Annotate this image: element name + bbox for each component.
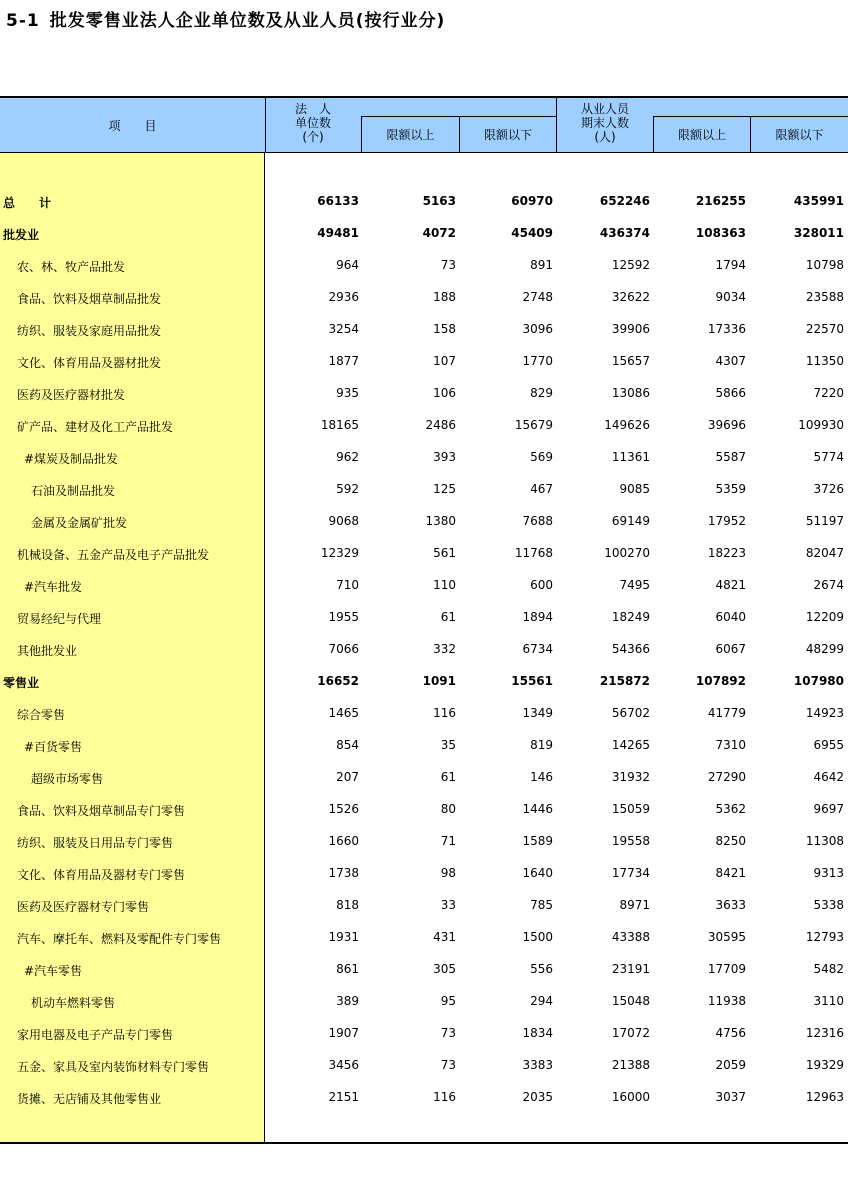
- table-cell: 1349: [522, 706, 553, 720]
- table-cell: 110: [433, 578, 456, 592]
- header-divider: [653, 116, 654, 153]
- row-label: 批发业: [3, 228, 40, 242]
- table-cell: 14265: [611, 738, 650, 752]
- table-row: [0, 441, 848, 473]
- table-cell: 66133: [317, 194, 359, 208]
- table-row: [0, 185, 848, 217]
- table-cell: 39696: [707, 418, 746, 432]
- table-cell: 116: [433, 1090, 456, 1104]
- table-cell: 7310: [715, 738, 746, 752]
- table-body: [0, 185, 848, 1113]
- table-cell: 305: [433, 962, 456, 976]
- table-cell: 5866: [715, 386, 746, 400]
- table-cell: 4072: [422, 226, 456, 240]
- table-cell: 561: [433, 546, 456, 560]
- table-cell: 7066: [328, 642, 359, 656]
- header-units: [265, 102, 361, 144]
- table-cell: 569: [530, 450, 553, 464]
- table-cell: 21388: [611, 1058, 650, 1072]
- table-cell: 9068: [328, 514, 359, 528]
- table-cell: 31932: [611, 770, 650, 784]
- header-emp-line1: 从业人员: [580, 102, 629, 116]
- row-label: 汽车、摩托车、燃料及零配件专门零售: [17, 932, 222, 946]
- table-cell: 18223: [707, 546, 746, 560]
- table-cell: 6040: [715, 610, 746, 624]
- table-cell: 1091: [422, 674, 456, 688]
- table-cell: 3383: [522, 1058, 553, 1072]
- table-cell: 18165: [320, 418, 359, 432]
- table-cell: 22570: [805, 322, 844, 336]
- table-cell: 1794: [715, 258, 746, 272]
- table-cell: 17709: [707, 962, 746, 976]
- table-row: [0, 1081, 848, 1113]
- row-label: 农、林、牧产品批发: [17, 260, 126, 274]
- row-label: 贸易经纪与代理: [17, 612, 102, 626]
- table-cell: 11938: [707, 994, 746, 1008]
- table-cell: 107: [433, 354, 456, 368]
- table-cell: 17734: [611, 866, 650, 880]
- table-cell: 1380: [425, 514, 456, 528]
- table-cell: 56702: [611, 706, 650, 720]
- table-cell: 188: [433, 290, 456, 304]
- header-emp-below: 限额以下: [775, 128, 824, 142]
- table-cell: 600: [530, 578, 553, 592]
- table-cell: 819: [530, 738, 553, 752]
- table-cell: 3254: [328, 322, 359, 336]
- table-cell: 27290: [707, 770, 746, 784]
- table-cell: 19329: [805, 1058, 844, 1072]
- table-cell: 71: [440, 834, 456, 848]
- table-cell: 35: [440, 738, 456, 752]
- table-cell: 15657: [611, 354, 650, 368]
- table-cell: 45409: [511, 226, 553, 240]
- table-cell: 1660: [328, 834, 359, 848]
- table-cell: 1526: [328, 802, 359, 816]
- row-label: 综合零售: [17, 708, 66, 722]
- header-subline: [361, 116, 556, 117]
- table-cell: 4642: [813, 770, 844, 784]
- table-row: [0, 505, 848, 537]
- table-cell: 60970: [511, 194, 553, 208]
- table-cell: 332: [433, 642, 456, 656]
- table-cell: 17952: [707, 514, 746, 528]
- table-row: [0, 1017, 848, 1049]
- row-label: 五金、家具及室内装饰材料专门零售: [17, 1060, 210, 1074]
- table-cell: 5163: [422, 194, 456, 208]
- table-number: 5-1: [6, 11, 40, 31]
- table-cell: 8250: [715, 834, 746, 848]
- table-cell: 829: [530, 386, 553, 400]
- table-cell: 12963: [805, 1090, 844, 1104]
- table-cell: 146: [530, 770, 553, 784]
- table-cell: 23588: [805, 290, 844, 304]
- table-row: [0, 953, 848, 985]
- page-title: [6, 6, 445, 31]
- table-cell: 48299: [805, 642, 844, 656]
- row-label: 机动车燃料零售: [31, 996, 116, 1010]
- header-divider: [265, 98, 266, 153]
- table-cell: 1640: [522, 866, 553, 880]
- table-cell: 23191: [611, 962, 650, 976]
- table-row: [0, 249, 848, 281]
- table-cell: 11350: [805, 354, 844, 368]
- table-cell: 1446: [522, 802, 553, 816]
- table-cell: 1877: [328, 354, 359, 368]
- table-cell: 15048: [611, 994, 650, 1008]
- table-cell: 16652: [317, 674, 359, 688]
- row-label: 零售业: [3, 676, 40, 690]
- row-label: 医药及医疗器材批发: [17, 388, 126, 402]
- table-cell: 2151: [328, 1090, 359, 1104]
- table-cell: 12316: [805, 1026, 844, 1040]
- table-cell: 6734: [522, 642, 553, 656]
- header-divider: [556, 98, 557, 153]
- table-cell: 207: [336, 770, 359, 784]
- table-row: [0, 377, 848, 409]
- table-cell: 13086: [611, 386, 650, 400]
- table-row: [0, 601, 848, 633]
- table-row: [0, 921, 848, 953]
- table-cell: 9313: [813, 866, 844, 880]
- table-cell: 61: [440, 610, 456, 624]
- row-label: #煤炭及制品批发: [24, 452, 119, 466]
- table-cell: 95: [440, 994, 456, 1008]
- table-cell: 125: [433, 482, 456, 496]
- table-cell: 8421: [715, 866, 746, 880]
- table-cell: 294: [530, 994, 553, 1008]
- table-cell: 15059: [611, 802, 650, 816]
- header-emp-line2: 期末人数: [580, 116, 629, 130]
- table-cell: 51197: [805, 514, 844, 528]
- table-cell: 17336: [707, 322, 746, 336]
- table-title: 批发零售业法人企业单位数及从业人员(按行业分): [49, 11, 446, 31]
- table-cell: 98: [440, 866, 456, 880]
- table-cell: 1907: [328, 1026, 359, 1040]
- table-cell: 107892: [695, 674, 746, 688]
- header-emp-line3: (人): [594, 130, 616, 144]
- header-units-below: 限额以下: [483, 128, 532, 142]
- table-cell: 3096: [522, 322, 553, 336]
- table-cell: 1738: [328, 866, 359, 880]
- header-divider: [750, 116, 751, 153]
- table-cell: 14923: [805, 706, 844, 720]
- table-cell: 3037: [715, 1090, 746, 1104]
- table-cell: 652246: [599, 194, 650, 208]
- table-cell: 11361: [611, 450, 650, 464]
- table-cell: 3633: [715, 898, 746, 912]
- row-label: 纺织、服装及日用品专门零售: [17, 836, 174, 850]
- table-cell: 389: [336, 994, 359, 1008]
- row-label: 其他批发业: [17, 644, 78, 658]
- table-cell: 431: [433, 930, 456, 944]
- table-cell: 32622: [611, 290, 650, 304]
- header-emp-above: 限额以上: [677, 128, 726, 142]
- table-row: [0, 473, 848, 505]
- table-cell: 9697: [813, 802, 844, 816]
- table-cell: 17072: [611, 1026, 650, 1040]
- row-label: #汽车零售: [24, 964, 83, 978]
- table-cell: 4307: [715, 354, 746, 368]
- table-row: [0, 313, 848, 345]
- header-units-line2: 单位数: [294, 116, 331, 130]
- table-cell: 1770: [522, 354, 553, 368]
- table-row: [0, 409, 848, 441]
- table-cell: 116: [433, 706, 456, 720]
- table-cell: 12329: [320, 546, 359, 560]
- table-cell: 6067: [715, 642, 746, 656]
- table-cell: 1589: [522, 834, 553, 848]
- table-cell: 854: [336, 738, 359, 752]
- table-cell: 5774: [813, 450, 844, 464]
- table-cell: 109930: [798, 418, 844, 432]
- table-cell: 149626: [604, 418, 650, 432]
- header-subline: [653, 116, 848, 117]
- table-cell: 5359: [715, 482, 746, 496]
- table-cell: 11768: [514, 546, 553, 560]
- header-item: 项 目: [108, 119, 157, 133]
- row-label: 纺织、服装及家庭用品批发: [17, 324, 162, 338]
- row-label: 金属及金属矿批发: [31, 516, 128, 530]
- table-cell: 7220: [813, 386, 844, 400]
- table-cell: 2486: [425, 418, 456, 432]
- table-cell: 9034: [715, 290, 746, 304]
- table-cell: 393: [433, 450, 456, 464]
- table-row: [0, 217, 848, 249]
- table-row: [0, 761, 848, 793]
- row-label: 货摊、无店铺及其他零售业: [17, 1092, 162, 1106]
- table-cell: 592: [336, 482, 359, 496]
- header-divider: [361, 116, 362, 153]
- table-cell: 861: [336, 962, 359, 976]
- table-cell: 215872: [599, 674, 650, 688]
- row-label: 食品、饮料及烟草制品专门零售: [17, 804, 186, 818]
- table-cell: 11308: [805, 834, 844, 848]
- table-cell: 4821: [715, 578, 746, 592]
- table-cell: 3110: [813, 994, 844, 1008]
- table-cell: 12592: [611, 258, 650, 272]
- table-cell: 891: [530, 258, 553, 272]
- table-cell: 818: [336, 898, 359, 912]
- table-row: [0, 857, 848, 889]
- table-cell: 158: [433, 322, 456, 336]
- table-row: [0, 537, 848, 569]
- row-label: 石油及制品批发: [31, 484, 116, 498]
- table-cell: 3726: [813, 482, 844, 496]
- table-cell: 108363: [695, 226, 746, 240]
- row-label: 文化、体育用品及器材专门零售: [17, 868, 186, 882]
- table-cell: 16000: [611, 1090, 650, 1104]
- table-cell: 73: [440, 1026, 456, 1040]
- table-cell: 435991: [793, 194, 844, 208]
- table-row: [0, 825, 848, 857]
- table-cell: 39906: [611, 322, 650, 336]
- table-cell: 2674: [813, 578, 844, 592]
- table-row: [0, 281, 848, 313]
- table-cell: 5362: [715, 802, 746, 816]
- row-label: 家用电器及电子产品专门零售: [17, 1028, 174, 1042]
- table-cell: 785: [530, 898, 553, 912]
- table-cell: 962: [336, 450, 359, 464]
- table-bottom-border: [0, 1142, 848, 1144]
- table-cell: 2059: [715, 1058, 746, 1072]
- table-cell: 49481: [317, 226, 359, 240]
- table-cell: 41779: [707, 706, 746, 720]
- header-units-above: 限额以上: [386, 128, 435, 142]
- table-row: [0, 985, 848, 1017]
- table-cell: 1500: [522, 930, 553, 944]
- table-cell: 54366: [611, 642, 650, 656]
- table-cell: 7495: [619, 578, 650, 592]
- table-cell: 2936: [328, 290, 359, 304]
- table-cell: 15561: [511, 674, 553, 688]
- table-cell: 5587: [715, 450, 746, 464]
- table-row: [0, 729, 848, 761]
- table-cell: 710: [336, 578, 359, 592]
- table-cell: 7688: [522, 514, 553, 528]
- table-row: [0, 569, 848, 601]
- table-cell: 30595: [707, 930, 746, 944]
- table-cell: 12793: [805, 930, 844, 944]
- header-employees: [557, 102, 653, 144]
- table-cell: 73: [440, 1058, 456, 1072]
- table-row: [0, 665, 848, 697]
- table-cell: 106: [433, 386, 456, 400]
- table-cell: 69149: [611, 514, 650, 528]
- table-cell: 2748: [522, 290, 553, 304]
- table-cell: 33: [440, 898, 456, 912]
- table-cell: 73: [440, 258, 456, 272]
- row-label: 超级市场零售: [31, 772, 104, 786]
- table-cell: 1834: [522, 1026, 553, 1040]
- table-cell: 15679: [514, 418, 553, 432]
- table-cell: 3456: [328, 1058, 359, 1072]
- table-cell: 43388: [611, 930, 650, 944]
- table-cell: 467: [530, 482, 553, 496]
- table-cell: 9085: [619, 482, 650, 496]
- table-cell: 5482: [813, 962, 844, 976]
- table-cell: 10798: [805, 258, 844, 272]
- table-cell: 5338: [813, 898, 844, 912]
- table-header: [0, 96, 848, 153]
- header-units-line1: 法 人: [294, 102, 331, 116]
- table-cell: 12209: [805, 610, 844, 624]
- table-cell: 18249: [611, 610, 650, 624]
- header-divider: [459, 116, 460, 153]
- row-label: 矿产品、建材及化工产品批发: [17, 420, 174, 434]
- row-label: 机械设备、五金产品及电子产品批发: [17, 548, 210, 562]
- table-cell: 2035: [522, 1090, 553, 1104]
- table-cell: 4756: [715, 1026, 746, 1040]
- table-cell: 61: [440, 770, 456, 784]
- table-cell: 19558: [611, 834, 650, 848]
- table-row: [0, 889, 848, 921]
- table-cell: 80: [440, 802, 456, 816]
- table-cell: 8971: [619, 898, 650, 912]
- row-label: 总 计: [3, 196, 52, 210]
- table-row: [0, 793, 848, 825]
- table-cell: 6955: [813, 738, 844, 752]
- table-cell: 556: [530, 962, 553, 976]
- row-label: #百货零售: [24, 740, 83, 754]
- table-cell: 216255: [695, 194, 746, 208]
- table-cell: 935: [336, 386, 359, 400]
- row-label: 文化、体育用品及器材批发: [17, 356, 162, 370]
- table-row: [0, 697, 848, 729]
- table-row: [0, 633, 848, 665]
- table-cell: 1465: [328, 706, 359, 720]
- table-cell: 100270: [604, 546, 650, 560]
- header-units-line3: (个): [302, 130, 324, 144]
- table-cell: 1931: [328, 930, 359, 944]
- table-row: [0, 1049, 848, 1081]
- table-cell: 1955: [328, 610, 359, 624]
- table-cell: 328011: [793, 226, 844, 240]
- row-label: 食品、饮料及烟草制品批发: [17, 292, 162, 306]
- table-cell: 82047: [805, 546, 844, 560]
- table-cell: 107980: [793, 674, 844, 688]
- row-label: #汽车批发: [24, 580, 83, 594]
- table-cell: 1894: [522, 610, 553, 624]
- table-row: [0, 345, 848, 377]
- table-cell: 436374: [599, 226, 650, 240]
- table-cell: 964: [336, 258, 359, 272]
- row-label: 医药及医疗器材专门零售: [17, 900, 150, 914]
